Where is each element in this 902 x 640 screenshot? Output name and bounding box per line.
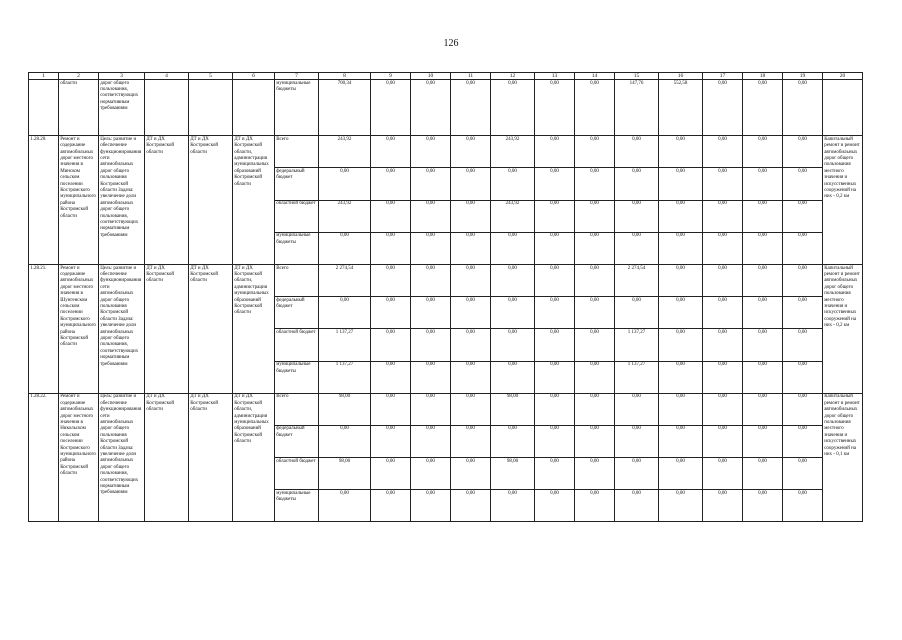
value-cell: 0,00 (703, 80, 743, 136)
value-cell: 0,00 (371, 425, 411, 457)
value-cell: 0,00 (575, 490, 615, 522)
value-cell: 0,00 (411, 361, 451, 393)
funding-source-cell: муниципальные бюджеты (275, 232, 319, 264)
value-cell: 0,00 (659, 490, 703, 522)
column-number-cell: 16 (659, 73, 703, 80)
value-cell: 98,00 (491, 458, 535, 490)
column-number-cell: 1 (29, 73, 59, 80)
value-cell: 0,00 (743, 490, 783, 522)
expected-result-cell: Капитальный ремонт и ремонт автомобильных дорог общего пользования местного значения и искусственных сооружений на них - 0,1 км (823, 393, 863, 522)
value-cell: 0,00 (743, 425, 783, 457)
value-cell: 0,00 (319, 232, 371, 264)
value-cell: 0,00 (535, 200, 575, 232)
funding-source-cell: федеральный бюджет (275, 425, 319, 457)
column-number-cell: 8 (319, 73, 371, 80)
value-cell: 0,00 (451, 80, 491, 136)
value-cell: 0,00 (615, 425, 659, 457)
expected-result-cell: Капитальный ремонт и ремонт автомобильных дорог общего пользования местного значения и искусственных сооружений на них - 0,2 км (823, 136, 863, 265)
value-cell: 0,00 (615, 232, 659, 264)
cell-empty (145, 80, 189, 136)
value-cell: 0,00 (743, 297, 783, 329)
responsible-cell: ДТ и ДХ Костромской области (145, 264, 189, 393)
funding-source-cell: федеральный бюджет (275, 297, 319, 329)
measure-number-cell: 1.28.20. (29, 136, 59, 265)
value-cell: 0,00 (743, 80, 783, 136)
value-cell: 0,00 (491, 329, 535, 361)
value-cell: 0,00 (491, 168, 535, 200)
value-cell: 0,00 (535, 168, 575, 200)
value-cell: 243,92 (491, 200, 535, 232)
value-cell: 0,00 (451, 168, 491, 200)
value-cell: 0,00 (411, 297, 451, 329)
measure-number-cell: 1.28.22. (29, 393, 59, 522)
value-cell: 0,00 (371, 200, 411, 232)
value-cell: 243,92 (491, 136, 535, 168)
value-cell: 0,00 (319, 168, 371, 200)
customer-cell: ДТ и ДХ Костромской области (189, 264, 233, 393)
measure-name-cell: Ремонт и содержание автомобильных дорог местного значения в Минском сельском поселении Костромского муниципального района Костромской области (59, 136, 99, 265)
value-cell: 0,00 (575, 136, 615, 168)
value-cell: 0,00 (659, 232, 703, 264)
value-cell: 0,00 (535, 136, 575, 168)
executor-cell: ДТ и ДХ Костромской области, администрации муниципальных образований Костромской области (233, 264, 275, 393)
customer-cell: ДТ и ДХ Костромской области (189, 393, 233, 522)
value-cell: 0,00 (491, 297, 535, 329)
measure-row (29, 136, 863, 168)
value-cell: 0,00 (743, 232, 783, 264)
value-cell: 0,00 (371, 80, 411, 136)
value-cell: 0,00 (783, 490, 823, 522)
value-cell: 0,00 (575, 425, 615, 457)
value-cell: 0,00 (491, 425, 535, 457)
value-cell: 0,00 (451, 425, 491, 457)
value-cell: 0,00 (659, 136, 703, 168)
value-cell: 1 137,27 (615, 329, 659, 361)
value-cell: 0,00 (743, 136, 783, 168)
column-number-cell: 2 (59, 73, 99, 80)
column-number-cell: 20 (823, 73, 863, 80)
cell-empty (29, 80, 59, 136)
funding-source-cell: Всего (275, 393, 319, 425)
value-cell: 0,00 (783, 136, 823, 168)
column-number-cell: 13 (535, 73, 575, 80)
page-number: 126 (443, 38, 459, 49)
measure-name-cell: Ремонт и содержание автомобильных дорог местного значения в Шунгенском сельском поселении Костромского муниципального района Костромской области (59, 264, 99, 393)
value-cell: 0,00 (535, 232, 575, 264)
value-cell: 0,00 (575, 264, 615, 296)
value-cell: 0,00 (371, 297, 411, 329)
financing-table-wrap (28, 72, 860, 522)
measure-row (29, 393, 863, 425)
funding-source-cell: Всего (275, 136, 319, 168)
value-cell: 0,00 (703, 458, 743, 490)
value-cell: 0,00 (659, 264, 703, 296)
value-cell: 1 137,27 (319, 329, 371, 361)
value-cell: 0,00 (659, 200, 703, 232)
value-cell: 0,00 (575, 200, 615, 232)
continued-goal-cell: дорог общего пользования, соответствующих нормативным требованиям (99, 80, 145, 136)
value-cell: 0,00 (575, 168, 615, 200)
value-cell: 0,00 (411, 458, 451, 490)
value-cell: 0,00 (371, 458, 411, 490)
customer-cell: ДТ и ДХ Костромской области (189, 136, 233, 265)
value-cell: 0,00 (703, 232, 743, 264)
value-cell: 0,00 (743, 264, 783, 296)
value-cell: 0,00 (703, 136, 743, 168)
value-cell: 0,00 (371, 361, 411, 393)
value-cell: 0,00 (703, 297, 743, 329)
column-number-row (29, 73, 863, 80)
value-cell: 700,34 (319, 80, 371, 136)
value-cell: 0,00 (659, 297, 703, 329)
column-number-cell: 18 (743, 73, 783, 80)
value-cell: 0,00 (535, 490, 575, 522)
value-cell: 0,00 (319, 297, 371, 329)
value-cell: 98,00 (319, 393, 371, 425)
value-cell: 0,00 (451, 361, 491, 393)
value-cell: 0,00 (575, 297, 615, 329)
executor-cell: ДТ и ДХ Костромской области, администрации муниципальных образований Костромской области (233, 393, 275, 522)
value-cell: 0,00 (575, 393, 615, 425)
value-cell: 0,00 (411, 168, 451, 200)
responsible-cell: ДТ и ДХ Костромской области (145, 136, 189, 265)
value-cell: 0,00 (535, 458, 575, 490)
value-cell: 243,92 (319, 136, 371, 168)
executor-cell: ДТ и ДХ Костромской области, администрации муниципальных образований Костромской области (233, 136, 275, 265)
column-number-cell: 10 (411, 73, 451, 80)
value-cell: 0,00 (703, 329, 743, 361)
value-cell: 0,00 (783, 458, 823, 490)
continued-name-cell: области (59, 80, 99, 136)
value-cell: 0,00 (451, 393, 491, 425)
value-cell: 0,00 (535, 329, 575, 361)
value-cell: 0,00 (371, 329, 411, 361)
funding-source-cell: муниципальные бюджеты (275, 361, 319, 393)
value-cell: 0,00 (371, 393, 411, 425)
value-cell: 0,00 (491, 490, 535, 522)
value-cell: 0,00 (659, 329, 703, 361)
value-cell: 0,00 (659, 425, 703, 457)
value-cell: 0,00 (319, 490, 371, 522)
value-cell: 0,00 (575, 232, 615, 264)
value-cell: 0,00 (411, 329, 451, 361)
value-cell: 0,00 (491, 264, 535, 296)
value-cell: 1 137,27 (615, 361, 659, 393)
value-cell: 0,00 (451, 297, 491, 329)
value-cell: 0,00 (535, 297, 575, 329)
value-cell: 0,00 (703, 361, 743, 393)
value-cell: 0,00 (411, 393, 451, 425)
value-cell: 0,00 (411, 264, 451, 296)
column-number-cell: 7 (275, 73, 319, 80)
value-cell: 0,00 (703, 168, 743, 200)
column-number-cell: 17 (703, 73, 743, 80)
column-number-cell: 5 (189, 73, 233, 80)
column-number-cell: 4 (145, 73, 189, 80)
cell-empty (823, 80, 863, 136)
measure-goal-cell: Цель: развитие и обеспечение функционирования сети автомобильных дорог общего пользования Костромской области Задача: увеличение доли автомобильных дорог общего пользования, соответствующих нормативным требованиям (99, 136, 145, 265)
value-cell: 0,00 (411, 136, 451, 168)
value-cell: 0,00 (743, 458, 783, 490)
column-number-cell: 11 (451, 73, 491, 80)
measure-number-cell: 1.28.21. (29, 264, 59, 393)
cell-empty (189, 80, 233, 136)
value-cell: 0,00 (319, 425, 371, 457)
value-cell: 0,00 (371, 232, 411, 264)
continuation-row (29, 80, 863, 136)
value-cell: 0,00 (535, 80, 575, 136)
expected-result-cell: Капитальный ремонт и ремонт автомобильных дорог общего пользования местного значения и искусственных сооружений на них - 0,2 км (823, 264, 863, 393)
value-cell: 0,00 (615, 168, 659, 200)
value-cell: 0,00 (703, 200, 743, 232)
value-cell: 0,00 (451, 136, 491, 168)
value-cell: 0,00 (451, 232, 491, 264)
value-cell: 0,00 (783, 200, 823, 232)
measure-goal-cell: Цель: развитие и обеспечение функционирования сети автомобильных дорог общего пользования Костромской области Задача: увеличение доли автомобильных дорог общего пользования, соответствующих нормативным требованиям (99, 264, 145, 393)
value-cell: 0,00 (575, 80, 615, 136)
value-cell: 552,58 (659, 80, 703, 136)
value-cell: 0,00 (451, 458, 491, 490)
value-cell: 0,00 (783, 329, 823, 361)
value-cell: 0,00 (743, 361, 783, 393)
column-number-cell: 15 (615, 73, 659, 80)
financing-table (28, 72, 863, 522)
value-cell: 0,00 (659, 361, 703, 393)
value-cell: 0,00 (783, 297, 823, 329)
value-cell: 0,00 (703, 425, 743, 457)
value-cell: 0,00 (783, 393, 823, 425)
value-cell: 1 137,27 (319, 361, 371, 393)
funding-source-cell: областной бюджет (275, 200, 319, 232)
funding-source-cell: муниципальные бюджеты (275, 490, 319, 522)
value-cell: 98,00 (319, 458, 371, 490)
value-cell: 0,00 (451, 264, 491, 296)
value-cell: 0,00 (411, 425, 451, 457)
value-cell: 0,00 (659, 393, 703, 425)
value-cell: 0,00 (411, 80, 451, 136)
value-cell: 243,92 (319, 200, 371, 232)
value-cell: 0,00 (451, 490, 491, 522)
column-number-cell: 3 (99, 73, 145, 80)
value-cell: 0,00 (783, 80, 823, 136)
value-cell: 2 274,54 (319, 264, 371, 296)
measure-name-cell: Ремонт и содержание автомобильных дорог местного значения в Никольском сельском поселении Костромского муниципального района Костромской области (59, 393, 99, 522)
value-cell: 0,00 (783, 168, 823, 200)
column-number-cell: 12 (491, 73, 535, 80)
value-cell: 0,00 (783, 425, 823, 457)
value-cell: 0,00 (371, 136, 411, 168)
value-cell: 0,00 (743, 329, 783, 361)
value-cell: 0,00 (743, 168, 783, 200)
value-cell: 0,00 (451, 329, 491, 361)
value-cell: 0,00 (491, 80, 535, 136)
value-cell: 0,00 (535, 425, 575, 457)
responsible-cell: ДТ и ДХ Костромской области (145, 393, 189, 522)
value-cell: 98,00 (491, 393, 535, 425)
value-cell: 2 274,54 (615, 264, 659, 296)
cell-empty (233, 80, 275, 136)
value-cell: 0,00 (371, 168, 411, 200)
value-cell: 0,00 (703, 490, 743, 522)
measure-row (29, 264, 863, 296)
value-cell: 0,00 (535, 264, 575, 296)
value-cell: 0,00 (659, 458, 703, 490)
value-cell: 0,00 (783, 361, 823, 393)
value-cell: 0,00 (535, 393, 575, 425)
funding-source-cell: областной бюджет (275, 458, 319, 490)
value-cell: 0,00 (491, 232, 535, 264)
funding-source-cell: федеральный бюджет (275, 168, 319, 200)
value-cell: 0,00 (615, 200, 659, 232)
value-cell: 0,00 (411, 232, 451, 264)
column-number-cell: 9 (371, 73, 411, 80)
value-cell: 0,00 (743, 200, 783, 232)
value-cell: 0,00 (615, 458, 659, 490)
column-number-cell: 19 (783, 73, 823, 80)
value-cell: 0,00 (535, 361, 575, 393)
value-cell: 147,76 (615, 80, 659, 136)
value-cell: 0,00 (615, 490, 659, 522)
value-cell: 0,00 (783, 264, 823, 296)
value-cell: 0,00 (371, 264, 411, 296)
value-cell: 0,00 (703, 393, 743, 425)
value-cell: 0,00 (575, 329, 615, 361)
column-number-cell: 6 (233, 73, 275, 80)
measure-goal-cell: Цель: развитие и обеспечение функционирования сети автомобильных дорог общего пользования Костромской области Задача: увеличение доли автомобильных дорог общего пользования, соответствующих нормативным требованиям (99, 393, 145, 522)
value-cell: 0,00 (371, 490, 411, 522)
value-cell: 0,00 (703, 264, 743, 296)
value-cell: 0,00 (575, 458, 615, 490)
value-cell: 0,00 (615, 393, 659, 425)
value-cell: 0,00 (411, 490, 451, 522)
value-cell: 0,00 (659, 168, 703, 200)
value-cell: 0,00 (615, 297, 659, 329)
value-cell: 0,00 (575, 361, 615, 393)
funding-source-cell: Всего (275, 264, 319, 296)
value-cell: 0,00 (451, 200, 491, 232)
value-cell: 0,00 (411, 200, 451, 232)
value-cell: 0,00 (783, 232, 823, 264)
value-cell: 0,00 (491, 361, 535, 393)
funding-source-cell: областной бюджет (275, 329, 319, 361)
value-cell: 0,00 (743, 393, 783, 425)
column-number-cell: 14 (575, 73, 615, 80)
funding-source-cell: муниципальные бюджеты (275, 80, 319, 136)
value-cell: 0,00 (615, 136, 659, 168)
